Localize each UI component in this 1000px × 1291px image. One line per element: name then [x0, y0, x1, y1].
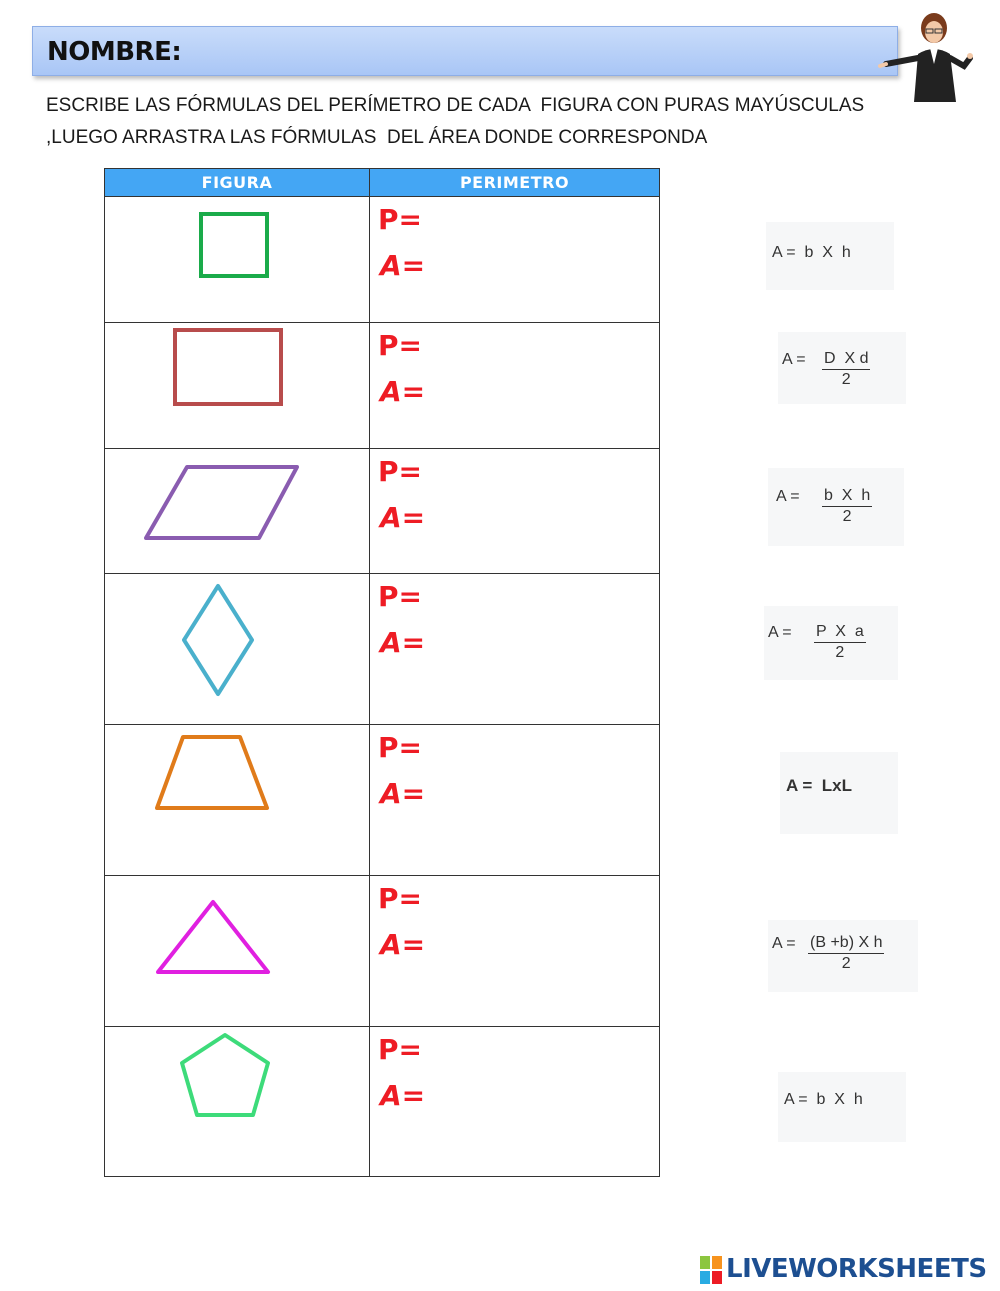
answer-cell-rhombus[interactable]: [370, 574, 660, 725]
rhombus-shape: [184, 586, 252, 694]
answer-cell-rectangle[interactable]: [370, 323, 660, 449]
formula-card-6[interactable]: [768, 920, 918, 992]
formula-fraction: [814, 623, 866, 662]
trapezoid-figure: [105, 725, 370, 873]
figure-cell-trapezoid: [105, 725, 370, 876]
area-label: A=: [380, 777, 426, 810]
figure-cell-square: [105, 197, 370, 323]
formula-fraction: [822, 350, 870, 389]
formula-denominator: 2: [842, 508, 852, 525]
instructions-line-1: ESCRIBE LAS FÓRMULAS DEL PERÍMETRO DE CADA FIGURA CON PURAS MAYÚSCULAS: [46, 95, 865, 116]
area-label: A=: [380, 928, 426, 961]
formula-lhs: A =: [772, 935, 796, 952]
figure-cell-parallelogram: [105, 449, 370, 574]
answer-cell-trapezoid[interactable]: [370, 725, 660, 876]
formula-denominator: 2: [841, 371, 851, 388]
area-label: A=: [380, 249, 426, 282]
answer-cell-parallelogram[interactable]: [370, 449, 660, 574]
pentagon-shape: [182, 1035, 268, 1115]
formula-fraction: [822, 487, 872, 526]
perimeter-label: P=: [378, 455, 422, 488]
area-label: A=: [380, 501, 426, 534]
perimeter-label: P=: [378, 1033, 422, 1066]
figure-cell-pentagon: [105, 1027, 370, 1177]
perimeter-label: P=: [378, 203, 422, 236]
triangle-figure: [105, 876, 370, 1024]
answer-cell-pentagon[interactable]: [370, 1027, 660, 1177]
formula-lhs: A =: [776, 488, 800, 505]
answer-cell-triangle[interactable]: [370, 876, 660, 1027]
name-bar[interactable]: [32, 26, 898, 76]
formula-text: A = b X h: [772, 244, 851, 261]
rectangle-shape: [175, 330, 281, 404]
rhombus-figure: [105, 574, 370, 722]
figure-cell-rectangle: [105, 323, 370, 449]
answer-cell-square[interactable]: [370, 197, 660, 323]
square-figure: [105, 197, 370, 321]
liveworksheets-logo: [700, 1254, 995, 1286]
formula-text: A = b X h: [784, 1091, 863, 1108]
perimeter-label: P=: [378, 580, 422, 613]
logo-text: LIVEWORKSHEETS: [726, 1254, 987, 1284]
parallelogram-figure: [105, 449, 370, 573]
formula-card-7[interactable]: [778, 1072, 906, 1142]
parallelogram-shape: [146, 467, 297, 538]
area-label: A=: [380, 375, 426, 408]
formula-card-4[interactable]: [764, 606, 898, 680]
formula-numerator: (B +b) X h: [808, 934, 884, 954]
figures-table: [104, 168, 660, 1177]
formula-card-5[interactable]: [780, 752, 898, 834]
formula-lhs: A =: [782, 351, 806, 368]
formula-text: A = LxL: [786, 776, 852, 795]
figure-cell-rhombus: [105, 574, 370, 725]
perimeter-label: P=: [378, 329, 422, 362]
formula-numerator: b X h: [822, 487, 872, 507]
formula-denominator: 2: [841, 955, 851, 972]
name-label: NOMBRE:: [47, 37, 182, 67]
area-label: A=: [380, 1079, 426, 1112]
formula-fraction: [808, 934, 884, 973]
rectangle-figure: [105, 323, 370, 447]
formula-card-1[interactable]: [766, 222, 894, 290]
perimeter-label: P=: [378, 882, 422, 915]
formula-card-3[interactable]: [768, 468, 904, 546]
formula-denominator: 2: [835, 644, 845, 661]
header-perimetro: PERIMETRO: [370, 169, 660, 197]
triangle-shape: [158, 902, 268, 972]
figure-cell-triangle: [105, 876, 370, 1027]
header-figura: FIGURA: [105, 169, 370, 197]
formula-numerator: P X a: [814, 623, 866, 643]
trapezoid-shape: [157, 737, 267, 808]
logo-icon: [700, 1256, 724, 1286]
area-label: A=: [380, 626, 426, 659]
formula-numerator: D X d: [822, 350, 870, 370]
pentagon-figure: [105, 1027, 370, 1175]
formula-lhs: A =: [768, 624, 792, 641]
teacher-illustration: [878, 6, 978, 106]
perimeter-label: P=: [378, 731, 422, 764]
square-shape: [201, 214, 267, 276]
formula-card-2[interactable]: [778, 332, 906, 404]
instructions: [46, 90, 876, 154]
instructions-line-2: ,LUEGO ARRASTRA LAS FÓRMULAS DEL ÁREA DONDE CORRESPONDA: [46, 127, 708, 148]
